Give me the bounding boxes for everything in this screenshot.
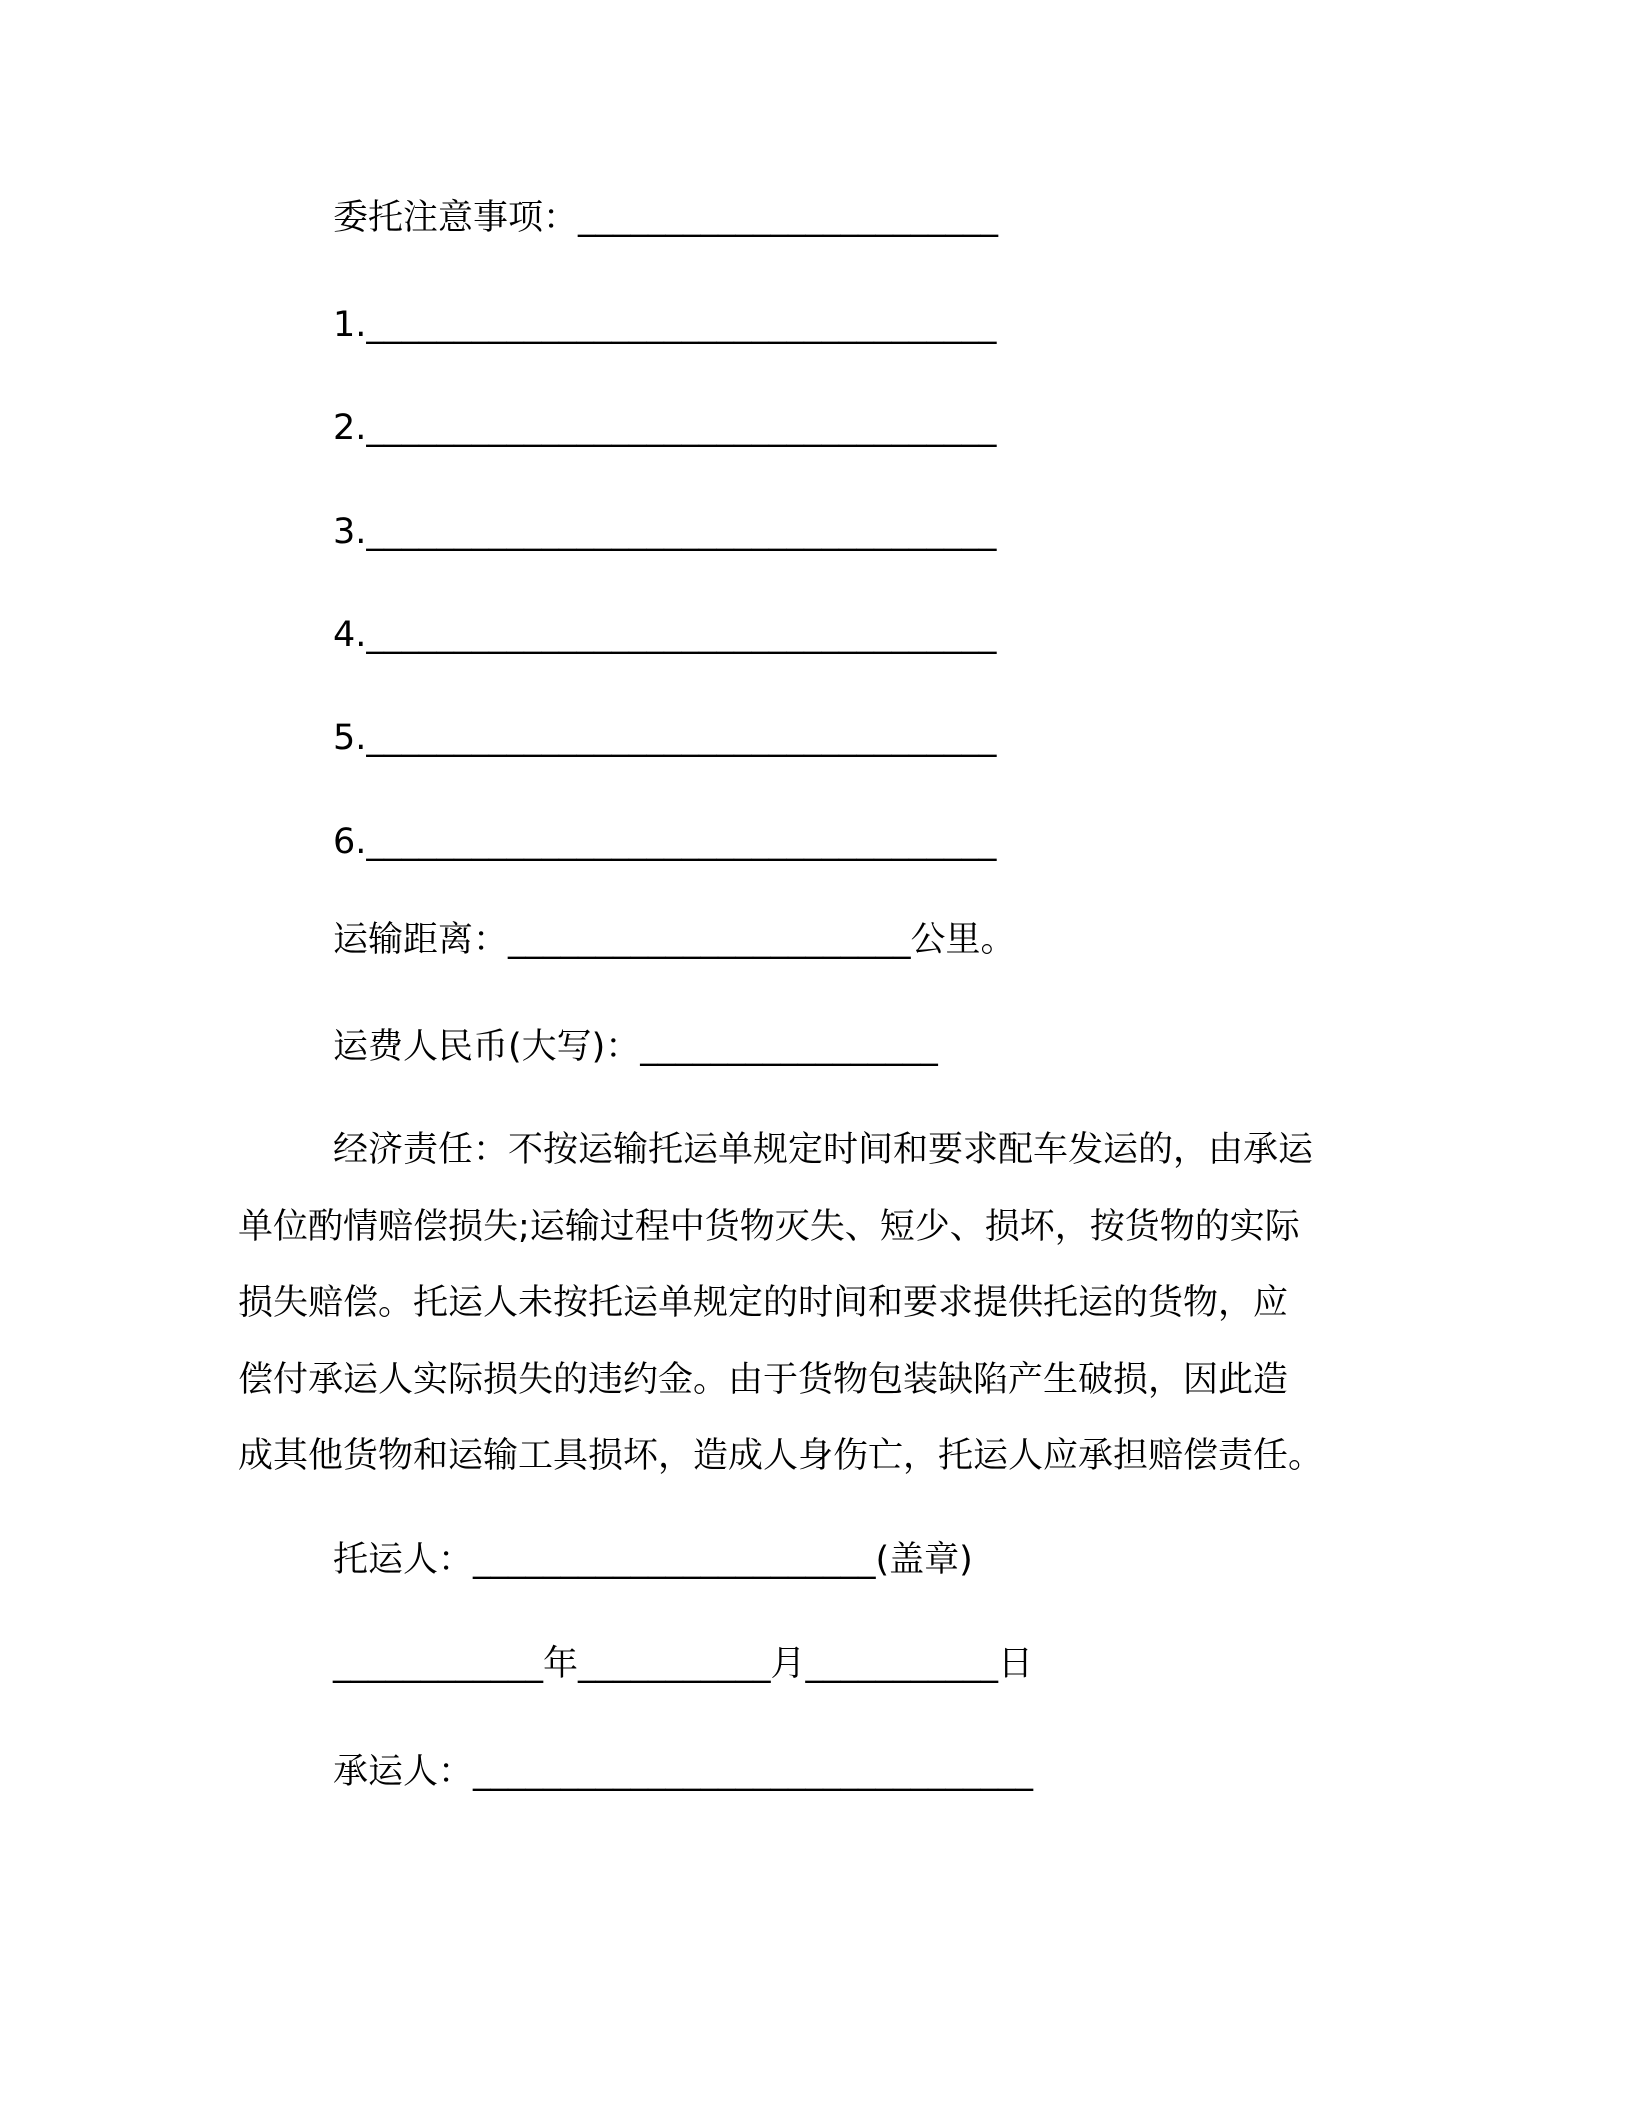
shipper-signature: 托运人：_______________________(盖章) — [333, 1540, 973, 1580]
transport-distance: 运输距离：_______________________公里。 — [333, 920, 1016, 960]
fare-amount: 运费人民币(大写)：_________________ — [333, 1027, 938, 1067]
notice-item-1: 1.____________________________________ — [333, 305, 997, 345]
date-line: ____________年___________月___________日 — [333, 1644, 1034, 1684]
notice-item-4: 4.____________________________________ — [333, 615, 997, 655]
carrier-signature: 承运人：________________________________ — [333, 1752, 1034, 1792]
liability-line: 成其他货物和运输工具损坏，造成人身伤亡，托运人应承担赔偿责任。 — [238, 1436, 1324, 1476]
liability-line: 单位酌情赔偿损失;运输过程中货物灭失、短少、损坏，按货物的实际 — [238, 1207, 1300, 1247]
notice-item-5: 5.____________________________________ — [333, 718, 997, 758]
notice-item-6: 6.____________________________________ — [333, 822, 997, 862]
notice-item-2: 2.____________________________________ — [333, 408, 997, 448]
notice-item-3: 3.____________________________________ — [333, 512, 997, 552]
liability-line: 损失赔偿。托运人未按托运单规定的时间和要求提供托运的货物，应 — [238, 1283, 1289, 1323]
notice-heading: 委托注意事项：________________________ — [333, 198, 999, 238]
liability-line: 经济责任：不按运输托运单规定时间和要求配车发运的，由承运 — [333, 1130, 1314, 1170]
liability-line: 偿付承运人实际损失的违约金。由于货物包装缺陷产生破损，因此造 — [238, 1360, 1289, 1400]
